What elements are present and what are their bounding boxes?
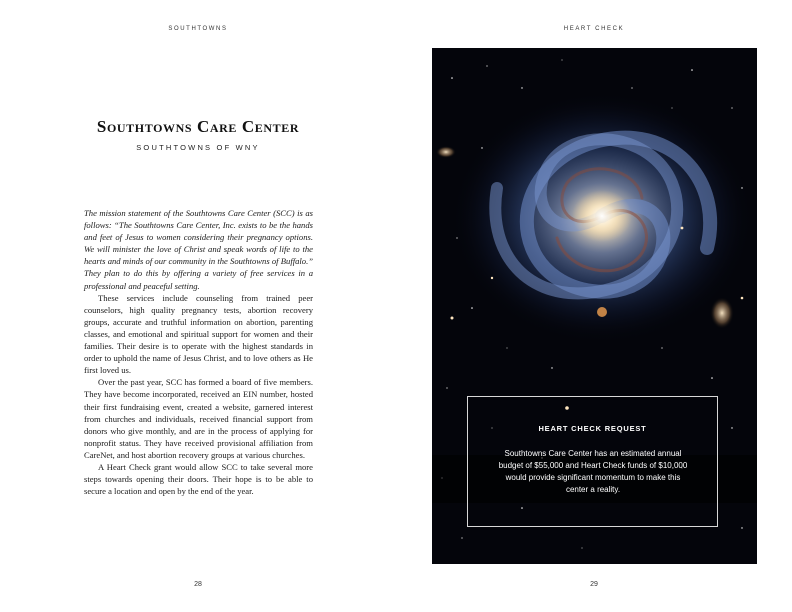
page-subtitle: SOUTHTOWNS OF WNY [136, 143, 260, 152]
request-text: Southtowns Care Center has an estimated annual budget of $55,000 and Heart Check funds of $10,000 would provide significant momentum to make this center a reality. [498, 449, 688, 494]
article-body [84, 207, 313, 497]
paragraph-progress: Over the past year, SCC has formed a board of five members. They have become incorporated, received an EIN number, hosted their first fundraising event, created a website, garnered interest from churches and individuals, received financial support from donors who give monthly, and are in the process of applying for nonprofit status. They have received provisional affiliation from CareNet, and host abortion recovery groups at various churches. [84, 377, 313, 460]
running-head-left: SOUTHTOWNS [168, 26, 228, 32]
paragraph-services: These services include counseling from trained peer counselors, high quality pregnancy tests, abortion recovery groups, accurate and truthful information on abortion, parenting classes, and emotional and spiritual support for women and their families. Their desire is to operate with the highest standards in order to uphold the name of Jesus Christ, and to love others as He first loved us. [84, 292, 313, 376]
galaxy-core [572, 190, 632, 242]
paragraph-grant: A Heart Check grant would allow SCC to take several more steps towards opening their doors. Their hope is to be able to secure a location and open by the end of the year. [84, 461, 313, 497]
request-heading: HEART CHECK REQUEST [538, 424, 647, 433]
page-number-right: 29 [590, 581, 598, 588]
page-title: Southtowns Care Center [96, 117, 300, 136]
running-head-right: HEART CHECK [563, 26, 625, 32]
page-number-left: 28 [194, 581, 202, 588]
small-galaxy-right [710, 297, 734, 329]
orange-star [597, 307, 607, 317]
paragraph-mission: The mission statement of the Southtowns Care Center (SCC) is as follows: “The Southtowns Care Center, Inc. exists to be the hands and feet of Jesus to women considering their pregnancy options. We will minister the love of Christ and speak words of life to the hearts and minds of our community in the Southtowns of Buffalo.” They plan to do this by offering a variety of free services in a professional and peaceful setting. [84, 208, 313, 291]
small-galaxy-left [436, 146, 456, 158]
